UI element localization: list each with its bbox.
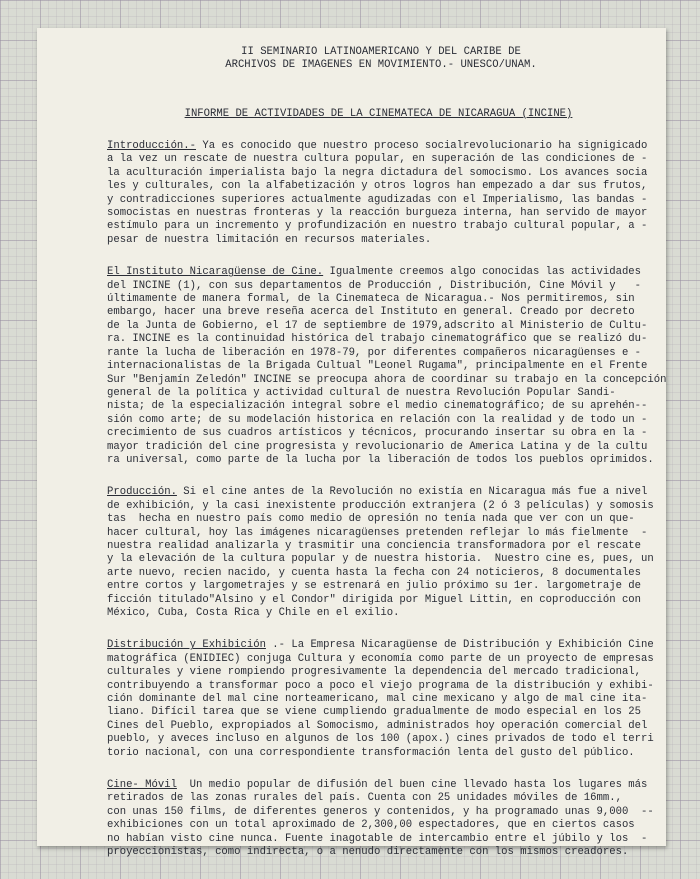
section-label: Distribución y Exhibición <box>107 639 266 652</box>
text-line: a la vez un rescate de nuestra cultura popular, en superación de las condiciones de - <box>107 153 648 166</box>
text-line <box>107 486 648 499</box>
text-line: somocistas en nuestras fronteras y la reacción burgueza interna, han servido de mayor <box>107 207 648 220</box>
text-line: ra universal, como parte de la lucha por la liberación de todos los pueblos oprimidos. <box>107 453 654 466</box>
text-line: hacer cultural, hoy las imágenes nicaragüenses pretenden reflejar lo más fielmente - <box>107 526 648 539</box>
section-first-line-text: Un medio popular de difusión del buen cine llevado hasta los lugares más <box>176 779 648 792</box>
text-line: de la Junta de Gobierno, el 17 de septiembre de 1979,adscrito al Ministerio de Cultu- <box>107 319 648 332</box>
text-line: sión como arte; de su modelación historica en relación con la realidad y de todo un - <box>107 413 648 426</box>
text-line: rante la lucha de liberación en 1978-79, por diferentes compañeros nicaragüenses e - <box>107 346 642 359</box>
text-line: pueblo, y aveces incluso en algunos de los 100 (apox.) cines privados de todo el terri <box>107 733 654 746</box>
header-line-2: ARCHIVOS DE IMAGENES EN MOVIMIENTO.- UNESCO/UNAM. <box>225 59 537 71</box>
section-label: Cine- Móvil <box>107 779 177 792</box>
text-line: últimamente de manera formal, de la Cinemateca de Nicaragua.- Nos permitiremos, sin <box>107 293 635 306</box>
text-line: culturales y viene rompiendo progresivamente la dependencia del mercado tradicional, <box>107 666 642 679</box>
section-first-line-text: Igualmente creemos algo conocidas las actividades <box>323 266 642 279</box>
document-page <box>37 28 667 859</box>
header-line-1: II SEMINARIO LATINOAMERICANO Y DEL CARIBE DE <box>241 46 521 58</box>
text-line: ficción titulado"Alsino y el Condor" dirigida por Miguel Littin, en coproducción con <box>107 593 642 606</box>
section-label: Introducción.- <box>107 140 197 152</box>
text-line: y la elevación de la cultura popular y de nuestra historia. Nuestro cine es, pues, un <box>107 553 654 566</box>
section-first-line-text: Si el cine antes de la Revolución no existía en Nicaragua más fue a nivel <box>176 486 648 499</box>
text-line: ción dominante del mal cine norteamericano, mal cine mexicano y algo de mal cine ita- <box>107 693 648 706</box>
text-line: México, Cuba, Costa Rica y Chile en el exilio. <box>107 607 400 619</box>
section-distribucion-exhibicion <box>107 639 654 760</box>
report-title <box>117 108 640 121</box>
text-line: liano. Difícil tarea que se viene cumpliendo gradualmente de modo especial en los 25 <box>107 706 642 719</box>
text-line <box>107 639 654 652</box>
section-label: El Instituto Nicaragüense de Cine. <box>107 266 324 279</box>
text-line: Cines del Pueblo, expropiados al Somocismo, administrados hoy operación comercial del <box>107 719 648 732</box>
text-line: nista; de la especialización integral sobre el medio cinematográfico; de su aprehén-- <box>107 400 648 413</box>
text-line: embargo, hacer una breve reseña acerca del Instituto en general. Creado por decreto <box>107 306 635 319</box>
text-line <box>107 140 648 153</box>
text-line: general de la política y actividad cultural de nuestra Revolución Popular Sandi- <box>107 386 616 399</box>
text-line <box>107 779 648 792</box>
text-line: con unas 150 films, de diferentes generos y contenidos, y ha programado unas 9,000 -- <box>107 805 654 818</box>
text-line: la aculturación imperialista bajo la negra dictadura del somocismo. Los avances socia <box>107 166 648 179</box>
section-cine-movil <box>107 779 654 859</box>
text-line: ra. INCINE es la continuidad histórica del trabajo cinematográfico que se realizó du- <box>107 333 648 346</box>
text-line: proyeccionistas, como indirecta, o a nenudo directamente con los mismos creadores. <box>107 846 629 859</box>
text-line: tas hecha en nuestro país como medio de opresión no tenía nada que ver con un que- <box>107 513 635 526</box>
text-line: del INCINE (1), con sus departamentos de Producción , Distribución, Cine Móvil y - <box>107 279 642 292</box>
text-line: estímulo para un incremento y profundización en nuestro trabajo cultural popular, a - <box>107 220 648 233</box>
section-first-line-text: .- La Empresa Nicaragüense de Distribución y Exhibición Cine <box>265 639 654 652</box>
text-line: Sur "Benjamín Zeledón" INCINE se preocupa ahora de coordinar su trabajo en la concepción <box>107 373 667 386</box>
text-line: les y culturales, con la alfabetización y otros logros han empezado a dar sus frutos, <box>107 180 648 193</box>
text-line: nuestra realidad analizarla y trasmitir una conciencia transformadora por el rescate <box>107 539 642 552</box>
text-line: pesar de nuestra limitación en recursos materiales. <box>107 233 432 246</box>
seminar-header <box>122 46 640 72</box>
text-line: contribuyendo a transformar poco a poco el viejo programa de la distribución y exhibi- <box>107 679 654 692</box>
text-line: y contradicciones superiores actualmente agudizadas con el Imperialismo, las bandas - <box>107 193 648 206</box>
text-line: mayor tradición del cine progresista y revolucionario de America Latina y de la cultu <box>107 440 648 453</box>
text-line: no habían visto cine nunca. Fuente inagotable de intercambio entre el júbilo y los - <box>107 832 648 845</box>
section-instituto-nicaraguense <box>107 266 667 467</box>
text-line: retirados de las zonas rurales del país. Cuenta con 25 unidades móviles de 16mm., <box>107 792 622 805</box>
text-line: exhibiciones con un total aproximado de 2,300,00 espectadores, que en ciertos casos <box>107 819 635 832</box>
text-line: entre cortos y largometrajes y se estrenará en julio próximo su 1er. largometraje de <box>107 580 642 593</box>
report-body <box>107 140 667 860</box>
text-line <box>107 266 640 279</box>
text-line: matográfica (ENIDIEC) conjuga Cultura y economía como parte de un proyecto de empresas <box>107 652 654 665</box>
text-line: arte nuevo, recien nacido, y cuenta hasta la fecha con 24 noticieros, 8 documentales <box>107 566 642 579</box>
section-first-line-text: Ya es conocido que nuestro proceso socialrevolucionario ha signigicado <box>196 140 648 152</box>
section-produccion <box>107 486 654 620</box>
report-title-text: INFORME DE ACTIVIDADES DE LA CINEMATECA DE NICARAGUA (INCINE) <box>184 108 573 120</box>
text-line: internacionalistas de la Brigada Cultual "Leonel Rugama", principalmente en el Frente <box>107 360 648 373</box>
text-line: crecimiento de sus cuadros artísticos y técnicos, procurando insertar su obra en la - <box>107 427 648 440</box>
text-line: de exhibición, y la casi inexistente producción extranjera (2 ó 3 películas) y somosis <box>107 499 654 512</box>
section-label: Producción. <box>107 486 177 499</box>
section-introduction <box>107 140 648 247</box>
text-line: torio nacional, con una correspondiente transformación lenta del gusto del público. <box>107 746 635 759</box>
